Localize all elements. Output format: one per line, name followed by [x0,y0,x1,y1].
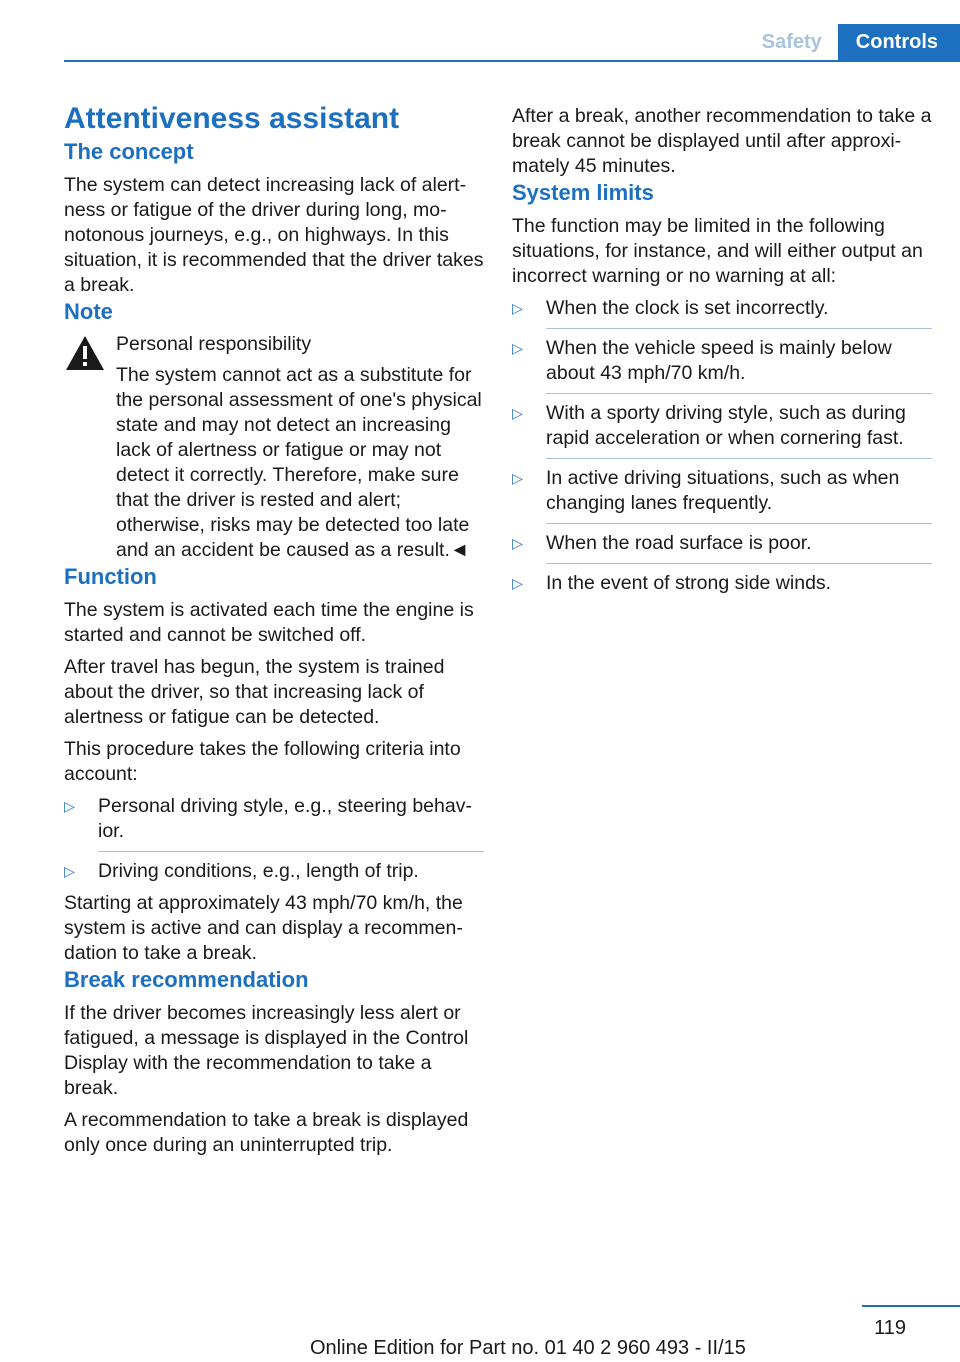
note-heading: Note [64,299,113,324]
list-item [512,531,932,564]
divider [98,851,484,852]
divider [546,393,932,394]
list-item [512,296,932,329]
divider [546,458,932,459]
note-text: The system cannot act as a substitute for the personal assessment of one's physical state and may not detect an increasing lack of alertness or fatigue or may not detect it correctly. Therefore, make sure that the driver is rested and alert; otherwise, risks may be detected too late and an accident be caused as a result.◄ [116,364,482,561]
header-tabs [746,24,960,61]
after-break-text: After a break, another recommendation to take a break cannot be displayed until after approximately 45 minutes. [512,105,932,177]
triangle-right-icon: ▷ [64,863,75,879]
list-item [64,859,484,884]
triangle-right-icon: ▷ [512,300,523,316]
page-number: 119 [874,1317,906,1339]
list-item-text: When the vehicle speed is mainly below about 43 mph/70 km/h. [546,337,892,384]
break-paragraph-1: If the driver becomes increasingly less alert or fatigued, a message is displayed in the Control Display with the recommendation to take a break. [64,1002,469,1099]
list-item-text: With a sporty driving style, such as during rapid acceleration or when cornering fast. [546,402,906,449]
triangle-right-icon: ▷ [512,405,523,421]
divider [546,563,932,564]
divider [546,523,932,524]
list-item [512,401,932,459]
list-item-text: When the road surface is poor. [546,532,812,554]
tab-controls[interactable]: Controls [838,24,960,61]
limits-heading: System limits [512,180,654,205]
function-heading: Function [64,564,157,589]
list-item-text: In the event of strong side winds. [546,572,832,594]
list-item [512,336,932,394]
function-paragraph-1: The system is activated each time the engine is started and cannot be switched off. [64,599,474,646]
triangle-right-icon: ▷ [512,470,523,486]
triangle-right-icon: ▷ [64,798,75,814]
list-item [512,466,932,524]
list-item-text: Driving conditions, e.g., length of trip. [98,860,419,882]
footer-edition: Online Edition for Part no. 01 40 2 960 493 - II/15 [310,1337,746,1359]
page-title: Attentiveness assistant [64,102,400,135]
warning-triangle-icon [64,334,106,372]
list-item [64,794,484,852]
tab-safety[interactable]: Safety [761,31,822,53]
left-column [64,100,484,1158]
divider [546,328,932,329]
concept-heading: The concept [64,139,194,164]
break-paragraph-2: A recommendation to take a break is displayed only once during an uninterrupted trip. [64,1109,469,1156]
criteria-list [64,794,484,884]
list-item [512,571,932,596]
concept-text: The system can detect increasing lack of alertness or fatigue of the driver during long, monotonous journeys, e.g., on highways. In this situation, it is recommended that the driver takes a break. [64,174,484,296]
right-column [512,100,932,603]
list-item-text: Personal driving style, e.g., steering behavior. [98,795,472,842]
limits-list [512,296,932,596]
list-item-text: When the clock is set incorrectly. [546,297,829,319]
footer-rule [862,1305,960,1307]
note-title: Personal responsibility [116,333,312,355]
limits-intro: The function may be limited in the following situations, for instance, and will either output an incorrect warning or no warning at all: [512,215,923,287]
note-block [64,332,484,563]
triangle-right-icon: ▷ [512,340,523,356]
triangle-right-icon: ▷ [512,575,523,591]
list-item-text: In active driving situations, such as when changing lanes frequently. [546,467,900,514]
function-paragraph-3: This procedure takes the following criteria into account: [64,738,461,785]
header-rule [64,60,960,62]
function-paragraph-2: After travel has begun, the system is trained about the driver, so that increasing lack of alertness or fatigue can be detected. [64,656,445,728]
triangle-right-icon: ▷ [512,535,523,551]
function-paragraph-4: Starting at approximately 43 mph/70 km/h, the system is active and can display a recommendation to take a break. [64,892,463,964]
break-heading: Break recommendation [64,967,309,992]
